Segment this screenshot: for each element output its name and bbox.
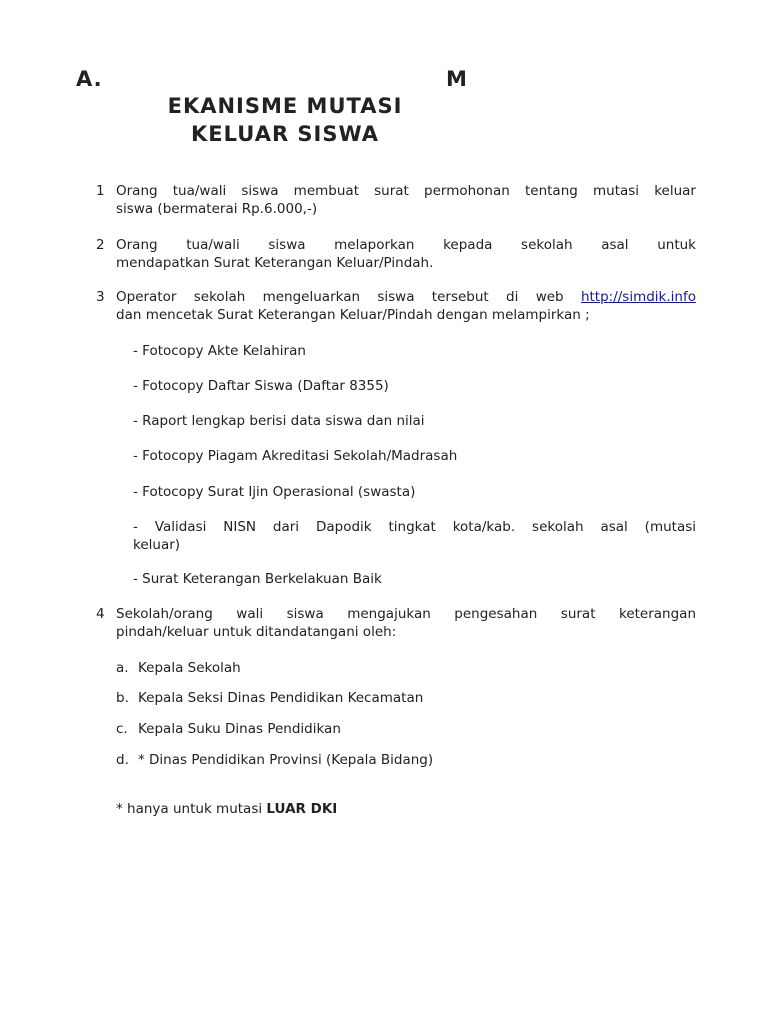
signer-text: Kepala Seksi Dinas Pendidikan Kecamatan	[138, 690, 424, 706]
footnote-emphasis: LUAR DKI	[266, 801, 338, 817]
signer-text: Kepala Suku Dinas Pendidikan	[138, 721, 341, 737]
page-title-line-1: EKANISME MUTASI	[167, 94, 403, 118]
signer-text: Kepala Sekolah	[138, 660, 241, 676]
heading-initial-letter: M	[446, 67, 468, 91]
step-number: 2	[96, 237, 105, 253]
signer-item	[116, 751, 433, 769]
attachment-item: - Fotocopy Akte Kelahiran	[133, 343, 306, 359]
attachment-item: - Fotocopy Surat Ijin Operasional (swasta)	[133, 484, 416, 500]
signer-item	[116, 659, 241, 677]
step-text-line-2: pindah/keluar untuk ditandatangani oleh:	[116, 624, 397, 640]
step-text-line-1: Sekolah/orang wali siswa mengajukan pengesahan surat keterangan	[116, 606, 696, 622]
step-text-line-2: dan mencetak Surat Keterangan Keluar/Pindah dengan melampirkan ;	[116, 307, 590, 323]
signer-letter: b.	[116, 690, 129, 706]
section-label: A.	[76, 67, 103, 91]
footnote-prefix: * hanya untuk mutasi	[116, 801, 263, 817]
attachment-item: - Fotocopy Piagam Akreditasi Sekolah/Madrasah	[133, 448, 458, 464]
step-text-line-2: siswa (bermaterai Rp.6.000,-)	[116, 201, 318, 217]
signer-letter: c.	[116, 721, 128, 737]
signer-letter: a.	[116, 660, 129, 676]
step-text-line-1: Orang tua/wali siswa melaporkan kepada sekolah asal untuk	[116, 237, 696, 253]
step-number: 3	[96, 289, 105, 305]
attachment-item: - Surat Keterangan Berkelakuan Baik	[133, 571, 382, 587]
attachment-item-line-2: keluar)	[133, 537, 181, 553]
footnote	[116, 800, 337, 818]
step-text-line-1: Orang tua/wali siswa membuat surat permohonan tentang mutasi keluar	[116, 183, 696, 199]
attachment-item-line-1: - Validasi NISN dari Dapodik tingkat kota/kab. sekolah asal (mutasi	[133, 519, 696, 535]
signer-item	[116, 720, 341, 738]
step-number: 1	[96, 183, 105, 199]
step-text-prefix: Operator sekolah mengeluarkan siswa tersebut di web	[116, 289, 564, 305]
simdik-link[interactable]: http://simdik.info	[580, 289, 696, 305]
signer-letter: d.	[116, 752, 129, 768]
attachment-item: - Fotocopy Daftar Siswa (Daftar 8355)	[133, 378, 389, 394]
signer-item	[116, 689, 423, 707]
step-text-line-1	[116, 288, 696, 306]
attachment-item: - Raport lengkap berisi data siswa dan nilai	[133, 413, 425, 429]
step-text-line-2: mendapatkan Surat Keterangan Keluar/Pindah.	[116, 255, 434, 271]
page-title-line-2: KELUAR SISWA	[191, 122, 379, 146]
signer-text: * Dinas Pendidikan Provinsi (Kepala Bidang)	[138, 752, 434, 768]
step-number: 4	[96, 606, 105, 622]
